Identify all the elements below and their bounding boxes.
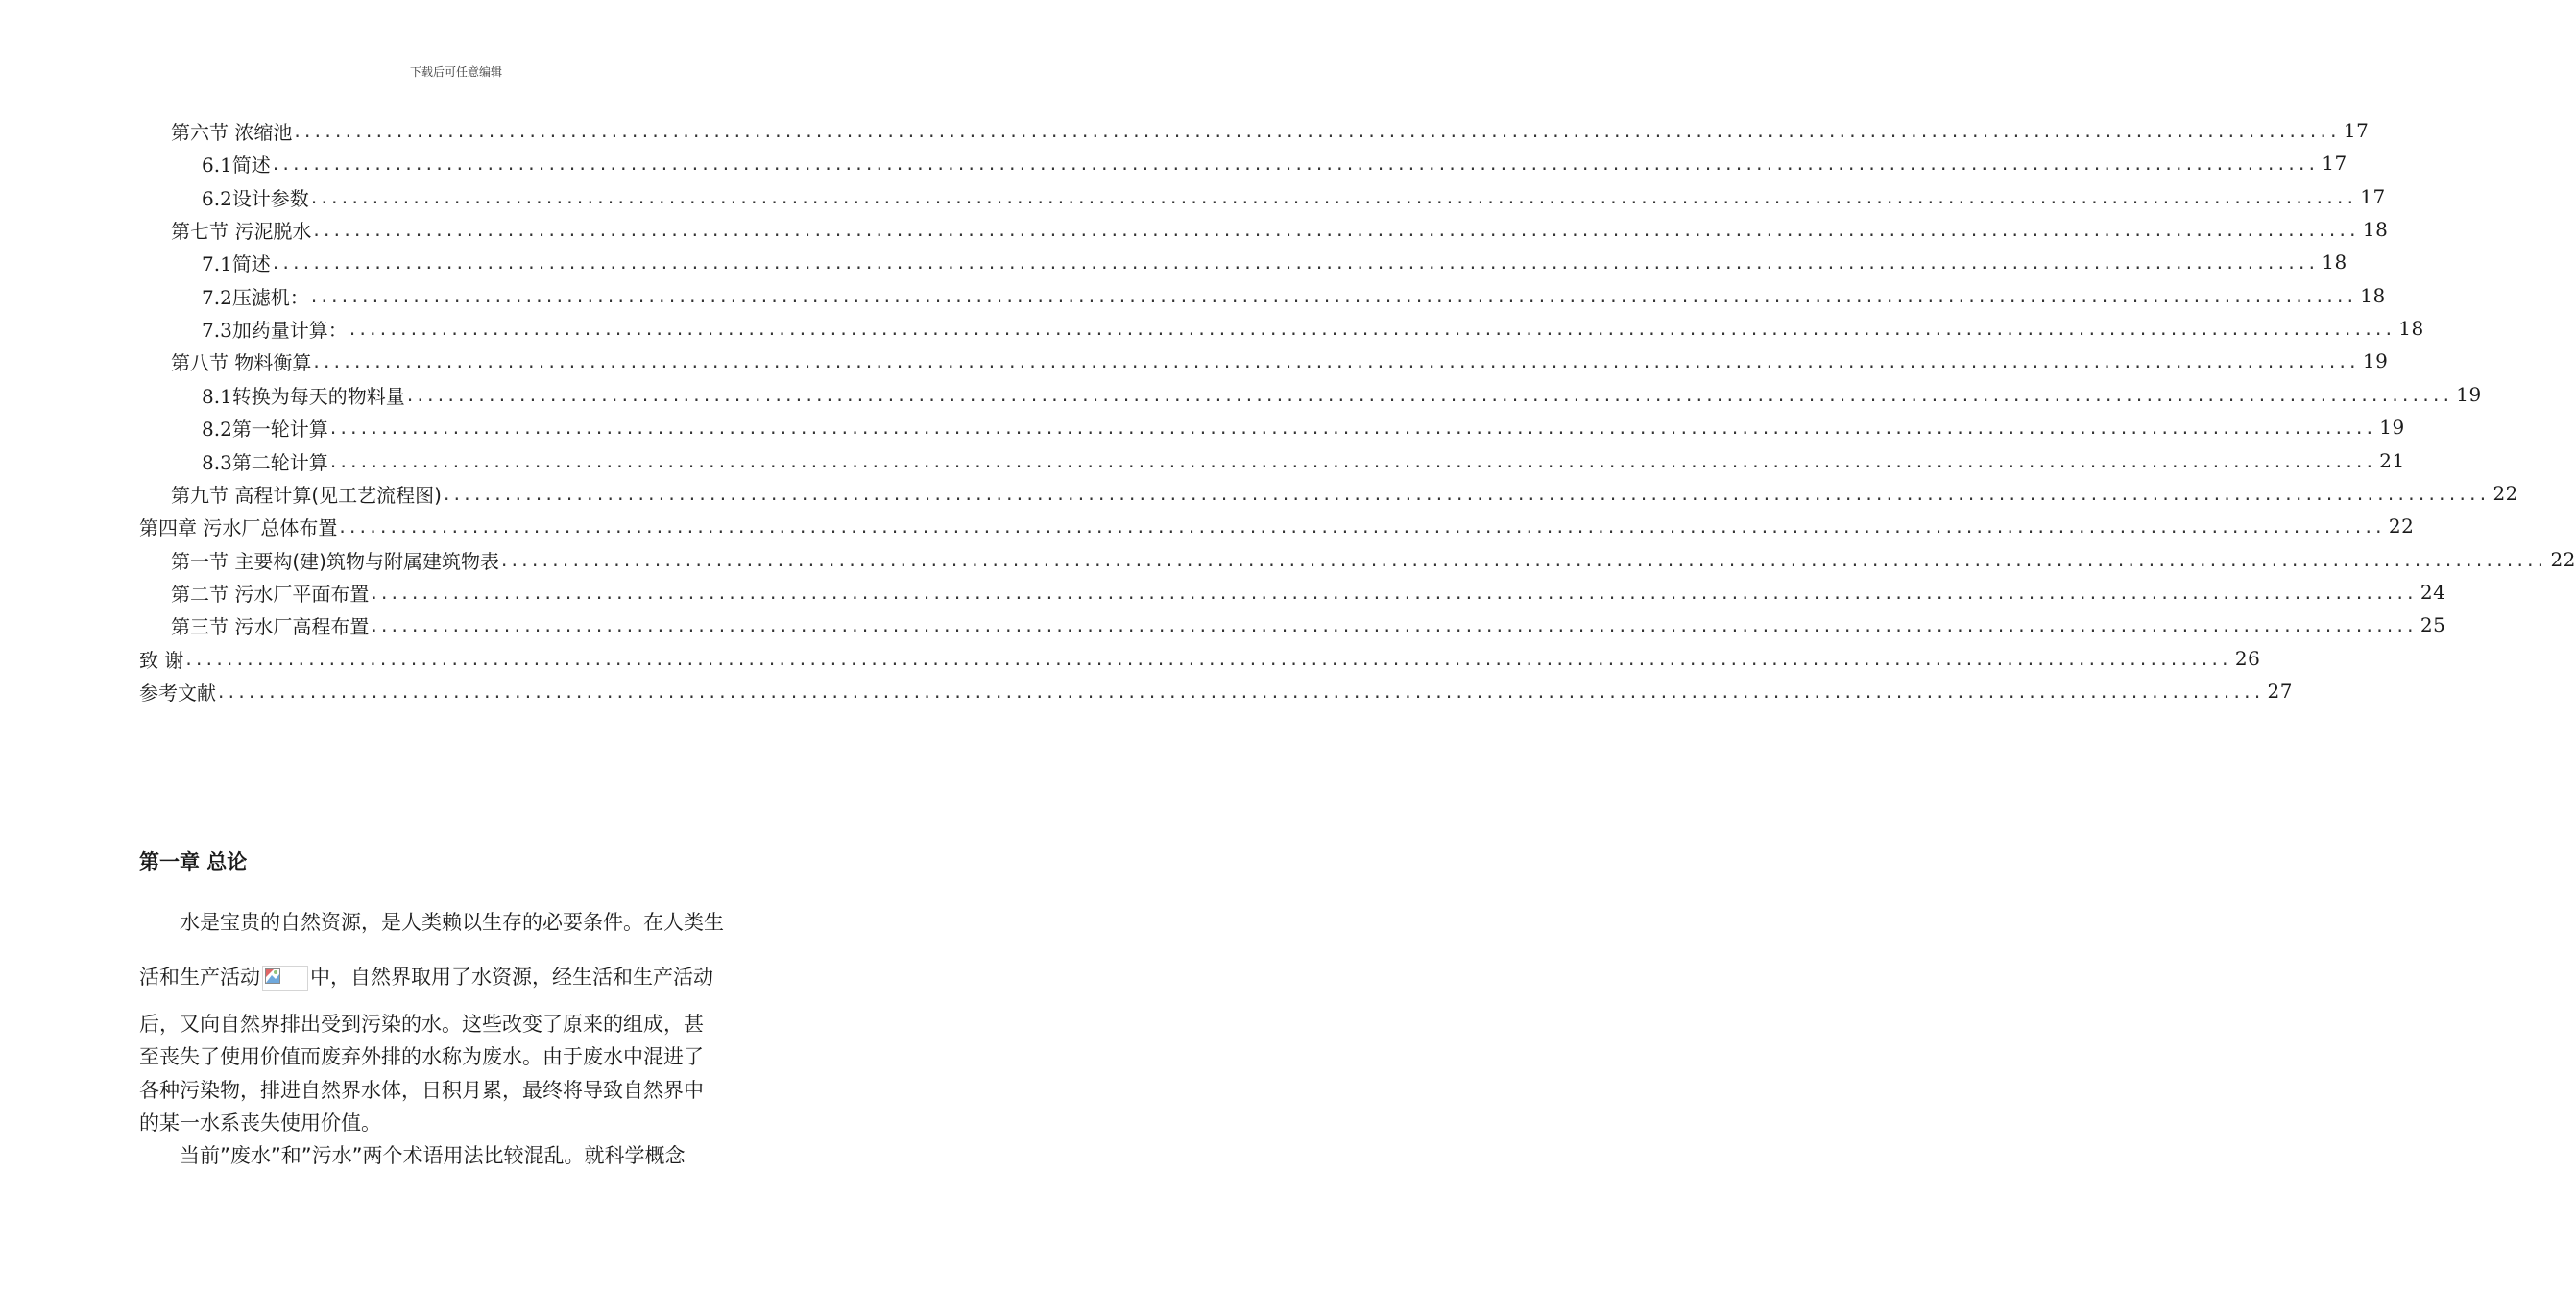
toc-entry-title: 第八节 物料衡算 (171, 350, 312, 374)
toc-dot-leader: ........................................................................................................................................................................................................ (294, 119, 2341, 142)
toc-entry-label (139, 513, 337, 540)
toc-page-number: 19 (2456, 383, 2482, 406)
toc-page-number: 26 (2234, 647, 2261, 670)
toc-dot-leader: ........................................................................................................................................................................................................ (272, 152, 2320, 175)
toc-entry-number: 7.2 (202, 285, 232, 309)
toc-page-number: 19 (2362, 349, 2389, 372)
toc-entry-label (202, 414, 328, 442)
broken-image-icon (262, 966, 308, 991)
paragraph-line: 至丧失了使用价值而废弃外排的水称为废水。由于废水中混进了 (139, 1045, 704, 1068)
toc-entry-number: 8.2 (202, 417, 232, 441)
toc-entry[interactable] (202, 248, 2347, 276)
toc-entry-title: 第四章 污水厂总体布置 (139, 515, 338, 539)
toc-page-number: 24 (2420, 581, 2446, 604)
toc-entry[interactable] (202, 446, 2405, 475)
paragraph-text: 活和生产活动 (139, 966, 260, 989)
toc-dot-leader: ........................................................................................................................................................................................................ (371, 613, 2418, 636)
toc-page-number: 27 (2267, 680, 2293, 703)
toc-entry-title: 简述 (231, 153, 271, 177)
toc-entry-title: 第二节 污水厂平面布置 (171, 582, 370, 606)
toc-entry[interactable] (139, 644, 2261, 673)
toc-page-number: 25 (2420, 613, 2446, 636)
chapter-title: 第一章 总论 (139, 850, 248, 873)
toc-entry-title: 致 谢 (139, 648, 184, 672)
toc-entry-label (171, 611, 369, 639)
toc-entry-label (171, 579, 369, 607)
toc-entry-title: 第九节 高程计算(见工艺流程图) (171, 483, 442, 507)
toc-page-number: 18 (2398, 317, 2424, 340)
toc-page-number: 19 (2379, 416, 2405, 439)
toc-entry[interactable] (171, 215, 2389, 244)
toc-page-number: 18 (2362, 218, 2389, 241)
toc-page-number: 17 (2343, 119, 2370, 142)
toc-page-number: 17 (2360, 185, 2386, 208)
toc-entry-title: 第一节 主要构(建)筑物与附属建筑物表 (171, 549, 499, 573)
toc-entry-number: 6.1 (202, 153, 232, 177)
toc-entry-title: 转换为每天的物料量 (231, 384, 405, 408)
toc-entry[interactable] (202, 380, 2482, 409)
toc-entry[interactable] (202, 281, 2386, 310)
toc-entry-title: 简述 (231, 251, 271, 275)
toc-page-number: 21 (2379, 449, 2405, 472)
page-header: 下载后可任意编辑 (409, 65, 502, 79)
paragraph-line: 水是宝贵的自然资源，是人类赖以生存的必要条件。在人类生 (139, 911, 724, 934)
toc-dot-leader: ........................................................................................................................................................................................................ (406, 383, 2454, 406)
toc-dot-leader: ........................................................................................................................................................................................................ (310, 185, 2358, 208)
toc-entry-title: 参考文献 (139, 681, 216, 705)
paragraph-line (139, 962, 778, 991)
toc-entry-label (171, 347, 311, 375)
toc-entry-label (171, 117, 292, 145)
toc-entry[interactable] (171, 479, 2518, 508)
toc-entry-title: 第三节 污水厂高程布置 (171, 614, 370, 638)
toc-entry-number: 6.2 (202, 186, 232, 210)
toc-entry-title: 设计参数 (231, 186, 309, 210)
paragraph-line: 各种污染物，排进自然界水体，日积月累，最终将导致自然界中 (139, 1079, 704, 1102)
toc-dot-leader: ........................................................................................................................................................................................................ (313, 218, 2360, 241)
toc-page-number: 18 (2322, 251, 2347, 274)
toc-entry-label (202, 447, 328, 475)
toc-page-number: 17 (2322, 152, 2347, 175)
toc-entry-title: 第一轮计算 (231, 417, 328, 441)
toc-entry-label (139, 645, 183, 673)
toc-entry-title: 第七节 污泥脱水 (171, 219, 312, 243)
toc-page-number: 22 (2550, 548, 2576, 571)
toc-entry[interactable] (171, 545, 2576, 574)
toc-entry[interactable] (202, 314, 2424, 343)
toc-entry-title: 压滤机： (231, 285, 309, 309)
toc-dot-leader: ........................................................................................................................................................................................................ (443, 482, 2491, 505)
toc-entry-number: 7.1 (202, 251, 232, 275)
toc-entry-label (171, 216, 311, 244)
toc-entry-label (202, 282, 309, 310)
toc-dot-leader: ........................................................................................................................................................................................................ (218, 680, 2265, 703)
toc-dot-leader: ........................................................................................................................................................................................................ (313, 349, 2360, 372)
toc-entry-title: 第六节 浓缩池 (171, 120, 293, 144)
toc-dot-leader: ........................................................................................................................................................................................................ (371, 581, 2418, 604)
toc-entry-title: 第二轮计算 (231, 450, 328, 474)
paragraph-line: 的某一水系丧失使用价值。 (139, 1111, 381, 1135)
toc-entry-label (202, 315, 348, 343)
toc-entry-label (202, 249, 271, 276)
toc-entry-label (171, 546, 499, 574)
toc-entry-title: 加药量计算： (231, 318, 348, 342)
toc-entry[interactable] (171, 610, 2446, 639)
toc-entry-label (139, 678, 216, 705)
toc-entry[interactable] (139, 677, 2293, 705)
toc-entry[interactable] (202, 413, 2405, 442)
paragraph-text: 中，自然界取用了水资源，经生活和生产活动 (310, 966, 713, 989)
toc-dot-leader: ........................................................................................................................................................................................................ (349, 317, 2396, 340)
toc-entry-label (171, 480, 442, 508)
toc-page-number: 22 (2492, 482, 2518, 505)
toc-page-number: 18 (2360, 284, 2386, 307)
toc-entry-label (202, 381, 405, 409)
toc-entry-number: 8.3 (202, 450, 232, 474)
toc-entry[interactable] (139, 512, 2415, 540)
toc-dot-leader: ........................................................................................................................................................................................................ (310, 284, 2358, 307)
toc-entry[interactable] (202, 149, 2347, 178)
toc-dot-leader: ........................................................................................................................................................................................................ (500, 548, 2548, 571)
paragraph-line: 当前”废水”和”污水”两个术语用法比较混乱。就科学概念 (139, 1144, 686, 1167)
toc-entry[interactable] (171, 346, 2389, 375)
toc-entry-label (202, 150, 271, 178)
toc-entry-label (202, 183, 309, 211)
toc-page-number: 22 (2388, 514, 2415, 538)
toc-entry[interactable] (202, 182, 2386, 211)
paragraph-line: 后，又向自然界排出受到污染的水。这些改变了原来的组成，甚 (139, 1013, 704, 1036)
toc-entry-number: 7.3 (202, 318, 232, 342)
toc-entry[interactable] (171, 578, 2446, 607)
toc-dot-leader: ........................................................................................................................................................................................................ (185, 647, 2232, 670)
toc-entry-number: 8.1 (202, 384, 232, 408)
toc-dot-leader: ........................................................................................................................................................................................................ (339, 514, 2386, 538)
toc-dot-leader: ........................................................................................................................................................................................................ (329, 416, 2377, 439)
toc-entry[interactable] (171, 116, 2370, 145)
toc-dot-leader: ........................................................................................................................................................................................................ (272, 251, 2320, 274)
toc-dot-leader: ........................................................................................................................................................................................................ (329, 449, 2377, 472)
